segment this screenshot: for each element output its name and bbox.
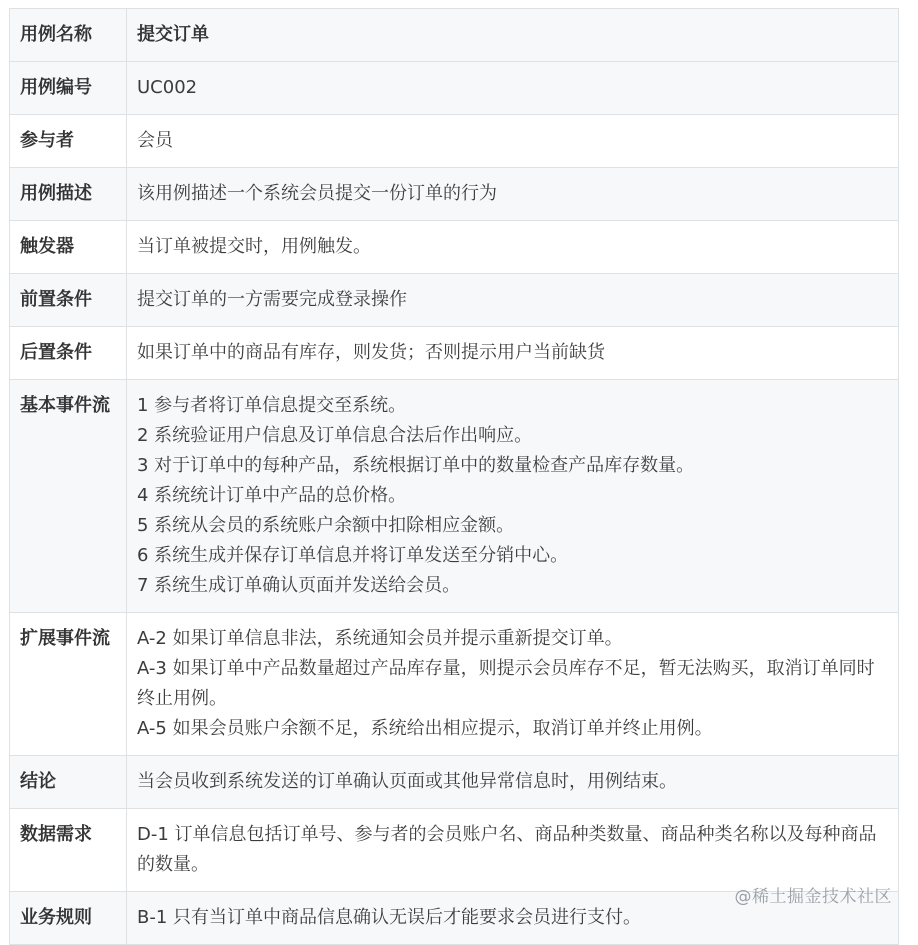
table-row-basic-flow xyxy=(10,380,899,613)
value-line: D-1 订单信息包括订单号、参与者的会员账户名、商品种类数量、商品种类名称以及每种商品的数量。 xyxy=(137,824,877,875)
row-label: 参与者 xyxy=(10,115,127,168)
table-row-actor xyxy=(10,115,899,168)
row-value xyxy=(127,809,899,892)
row-value xyxy=(127,168,899,221)
row-label: 数据需求 xyxy=(10,809,127,892)
flow-step: 7 系统生成订单确认页面并发送给会员。 xyxy=(137,575,461,596)
value-line: B-1 只有当订单中商品信息确认无误后才能要求会员进行支付。 xyxy=(137,907,642,928)
row-value xyxy=(127,274,899,327)
row-label: 结论 xyxy=(10,756,127,809)
value-line: 提交订单的一方需要完成登录操作 xyxy=(137,289,407,310)
row-label: 用例描述 xyxy=(10,168,127,221)
table-row-precondition xyxy=(10,274,899,327)
value-line: 该用例描述一个系统会员提交一份订单的行为 xyxy=(137,183,497,204)
row-label: 前置条件 xyxy=(10,274,127,327)
table-row-trigger xyxy=(10,221,899,274)
row-value xyxy=(127,62,899,115)
flow-step: 4 系统统计订单中产品的总价格。 xyxy=(137,485,407,506)
table-row-data-requirements xyxy=(10,809,899,892)
row-label: 用例名称 xyxy=(10,9,127,62)
flow-step: 6 系统生成并保存订单信息并将订单发送至分销中心。 xyxy=(137,545,569,566)
row-label: 后置条件 xyxy=(10,327,127,380)
row-value xyxy=(127,380,899,613)
table-row-conclusion xyxy=(10,756,899,809)
table-row-description xyxy=(10,168,899,221)
flow-step: A-2 如果订单信息非法，系统通知会员并提示重新提交订单。 xyxy=(137,628,623,649)
row-value xyxy=(127,115,899,168)
row-label: 用例编号 xyxy=(10,62,127,115)
row-value xyxy=(127,613,899,756)
row-value xyxy=(127,9,899,62)
table-row-postcondition xyxy=(10,327,899,380)
value-line: 会员 xyxy=(137,130,173,151)
value-line: 如果订单中的商品有库存，则发货；否则提示用户当前缺货 xyxy=(137,342,605,363)
flow-step: A-3 如果订单中产品数量超过产品库存量，则提示会员库存不足，暂无法购买，取消订单同时终止用例。 xyxy=(137,658,875,709)
flow-step: A-5 如果会员账户余额不足，系统给出相应提示，取消订单并终止用例。 xyxy=(137,718,713,739)
flow-step: 5 系统从会员的系统账户余额中扣除相应金额。 xyxy=(137,515,515,536)
row-label: 扩展事件流 xyxy=(10,613,127,756)
row-label: 触发器 xyxy=(10,221,127,274)
row-value xyxy=(127,327,899,380)
flow-step: 2 系统验证用户信息及订单信息合法后作出响应。 xyxy=(137,425,533,446)
value-line: 当会员收到系统发送的订单确认页面或其他异常信息时，用例结束。 xyxy=(137,771,677,792)
row-value xyxy=(127,756,899,809)
value-line: 当订单被提交时，用例触发。 xyxy=(137,236,371,257)
use-case-table xyxy=(9,8,899,945)
flow-step: 1 参与者将订单信息提交至系统。 xyxy=(137,395,407,416)
row-value xyxy=(127,221,899,274)
table-row-name xyxy=(10,9,899,62)
row-label: 基本事件流 xyxy=(10,380,127,613)
flow-step: 3 对于订单中的每种产品，系统根据订单中的数量检查产品库存数量。 xyxy=(137,455,695,476)
watermark: @稀土掘金技术社区 xyxy=(734,887,892,907)
table-row-extended-flow xyxy=(10,613,899,756)
row-label: 业务规则 xyxy=(10,892,127,945)
table-row-id xyxy=(10,62,899,115)
value-line: UC002 xyxy=(137,77,198,98)
value-line: 提交订单 xyxy=(137,24,209,45)
